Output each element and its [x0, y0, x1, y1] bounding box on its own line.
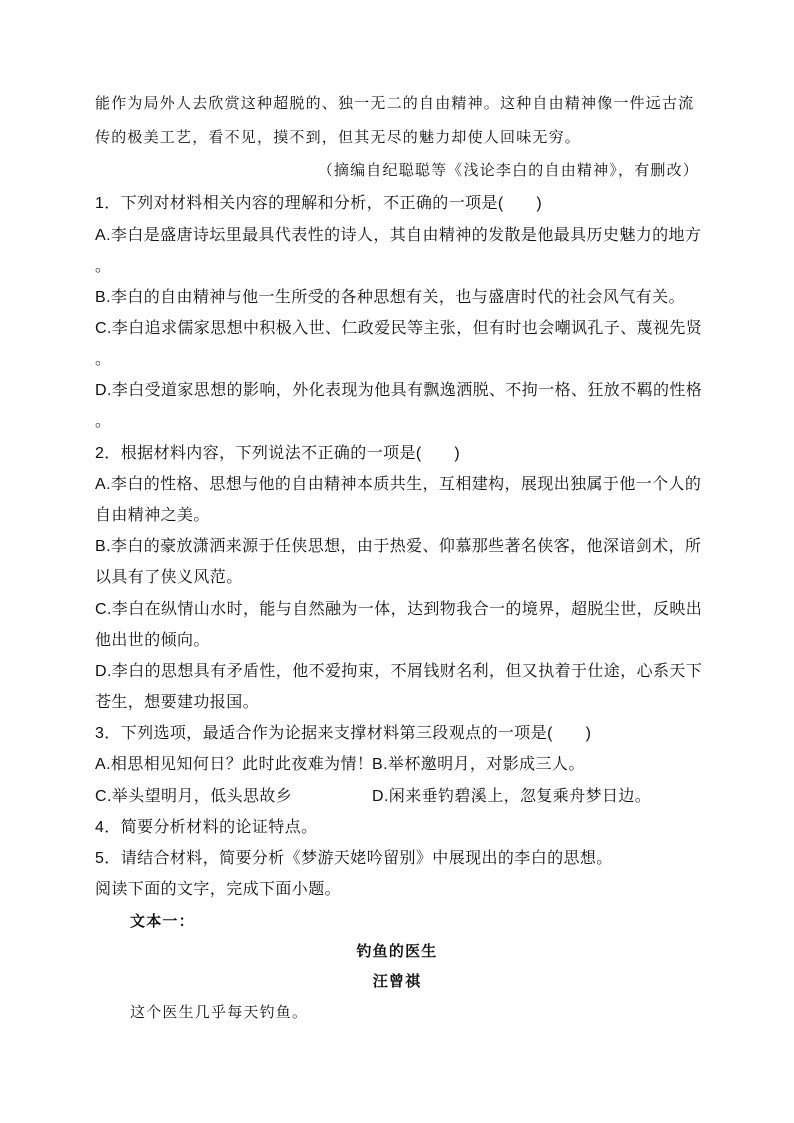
question-3-option-a: A.相思相见知何日？此时此夜难为情！	[95, 756, 374, 773]
passage-line-1: 能作为局外人去欣赏这种超脱的、独一无二的自由精神。这种自由精神像一件远古流	[95, 94, 695, 112]
question-1-option-a: A.李白是盛唐诗坛里最具代表性的诗人，其自由精神的发散是他最具历史魅力的地方	[95, 227, 702, 244]
question-2-option-d: D.李白的思想具有矛盾性，他不爱拘束，不屑钱财名利，但又执着于仕途，心系天下	[95, 663, 703, 680]
question-3-option-d: D.闲来垂钓碧溪上，忽复乘舟梦日边。	[372, 788, 652, 805]
question-2-option-b: B.李白的豪放潇洒来源于任侠思想，由于热爱、仰慕那些著名侠客，他深谙剑术，所	[95, 538, 702, 555]
story-title: 钓鱼的医生	[356, 942, 438, 960]
question-2-option-c: C.李白在纵情山水时，能与自然融为一体，达到物我合一的境界，超脱尘世，反映出	[95, 601, 703, 618]
question-4: 4．简要分析材料的论证特点。	[95, 819, 318, 836]
question-1-option-d-cont: 。	[95, 413, 112, 430]
passage-line-2: 传的极美工艺，看不见，摸不到，但其无尽的魅力却使人回味无穷。	[95, 128, 582, 146]
story-author: 汪曾祺	[372, 972, 422, 990]
question-2-option-b-cont: 以具有了侠义风范。	[95, 569, 243, 586]
question-2-option-a: A.李白的性格、思想与他的自由精神本质共生，互相建构，展现出独属于他一个人的	[95, 476, 702, 493]
question-1-option-a-cont: 。	[95, 258, 112, 275]
question-3-option-b: B.举杯邀明月，对影成三人。	[372, 756, 585, 773]
source-note: （摘编自纪聪聪等《浅论李白的自由精神》，有删改）	[317, 161, 699, 179]
question-1-stem: 1．下列对材料相关内容的理解和分析，不正确的一项是( )	[95, 195, 543, 212]
story-first-line: 这个医生几乎每天钓鱼。	[130, 1003, 309, 1021]
question-3-option-c: C.举头望明月，低头思故乡	[95, 788, 293, 805]
question-1-option-b: B.李白的自由精神与他一生所受的各种思想有关，也与盛唐时代的社会风气有关。	[95, 289, 685, 306]
question-5: 5．请结合材料，简要分析《梦游天姥吟留别》中展现出的李白的思想。	[95, 850, 613, 867]
question-1-option-c: C.李白追求儒家思想中积极入世、仁政爱民等主张，但有时也会嘲讽孔子、蔑视先贤	[95, 320, 703, 337]
question-3-stem: 3．下列选项，最适合作为论据来支撑材料第三段观点的一项是( )	[95, 725, 592, 742]
question-1-option-c-cont: 。	[95, 351, 112, 368]
question-1-option-d: D.李白受道家思想的影响，外化表现为他具有飘逸洒脱、不拘一格、狂放不羁的性格	[95, 382, 703, 399]
question-2-option-c-cont: 他出世的倾向。	[95, 632, 210, 649]
reading-instruction: 阅读下面的文字，完成下面小题。	[95, 881, 342, 898]
question-2-option-d-cont: 苍生，想要建功报国。	[95, 694, 260, 711]
question-2-stem: 2．根据材料内容，下列说法不正确的一项是( )	[95, 445, 461, 462]
question-2-option-a-cont: 自由精神之美。	[95, 507, 210, 524]
text-one-label: 文本一：	[130, 912, 195, 930]
